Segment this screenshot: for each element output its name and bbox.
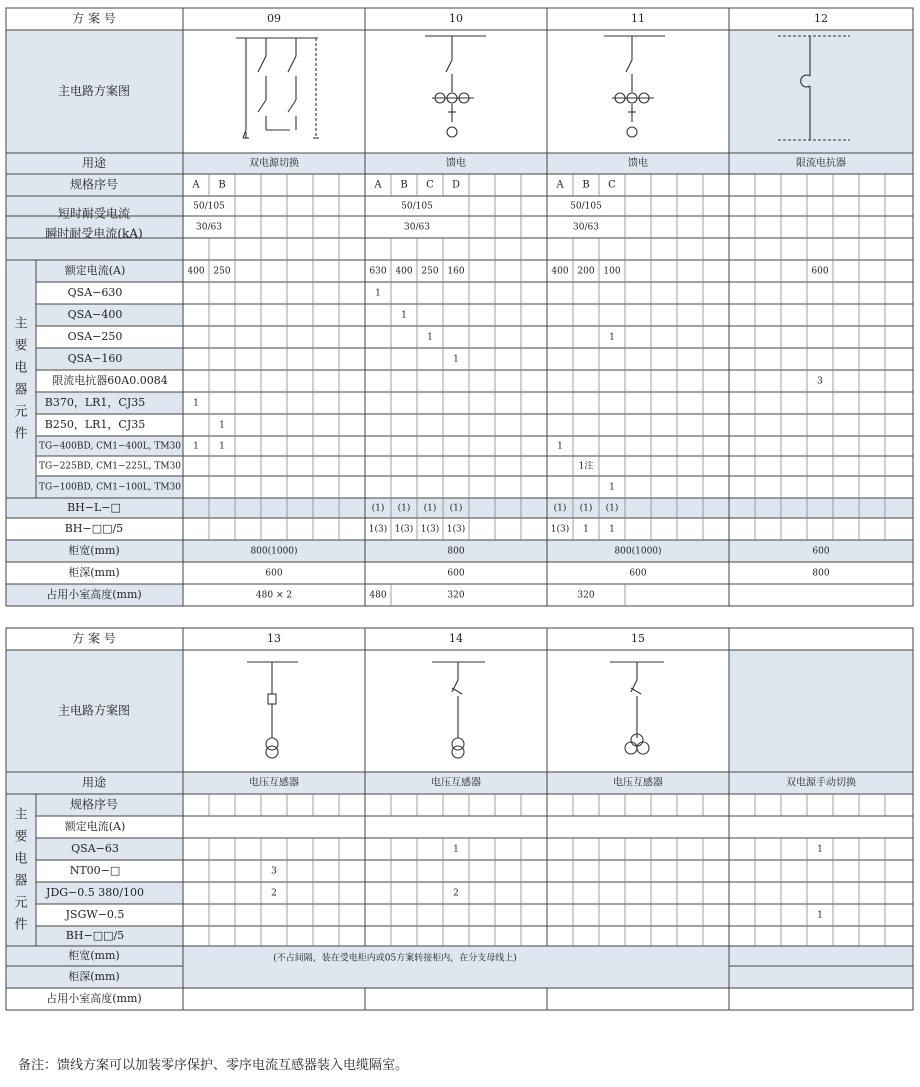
component-label: 限流电抗器60A0.0084 — [52, 374, 168, 387]
depth-value: 600 — [265, 568, 283, 579]
height-label: 占用小室高度(mm) — [46, 992, 142, 1005]
bh5-label: BH−□□/5 — [64, 522, 124, 535]
component-label: TG−225BD, CM1−225L, TM30 — [38, 461, 182, 472]
spec-letter: C — [426, 179, 434, 191]
height-value: 480 — [369, 590, 387, 601]
bh5-qty: 1 — [583, 524, 589, 535]
component-qty: 1 — [193, 441, 199, 452]
footnote: 备注：馈线方案可以加装零序保护、零序电流互感器装入电缆隔室。 — [18, 1058, 409, 1073]
merged-note: (不占间隔，装在受电柜内或05方案转接柜内，在分支母线上) — [273, 953, 517, 964]
bhl-qty: (1) — [423, 503, 437, 514]
component-label: 额定电流(A) — [64, 820, 126, 833]
component-qty: 600 — [811, 266, 829, 277]
component-qty: 1注 — [578, 461, 594, 472]
component-qty: 630 — [369, 266, 387, 277]
main-components-label-char: 主 — [14, 316, 28, 332]
component-qty: 1 — [427, 332, 433, 343]
scheme-label: 方 案 号 — [72, 11, 116, 26]
bh5-qty: 1 — [609, 524, 615, 535]
component-label: OSA−250 — [67, 330, 123, 343]
component-qty: 200 — [577, 266, 595, 277]
spec-label: 规格序号 — [69, 797, 119, 812]
component-label: NT00−□ — [69, 864, 121, 877]
component-qty: 1 — [219, 441, 225, 452]
scheme-label: 方 案 号 — [72, 631, 116, 646]
bh5-qty: 1(3) — [394, 524, 414, 535]
bhl-qty: (1) — [371, 503, 385, 514]
short-current-value: 50/105 — [193, 201, 225, 212]
width-value: 800(1000) — [250, 546, 298, 557]
spec-letter: A — [192, 179, 200, 191]
component-qty: 160 — [447, 266, 465, 277]
component-qty: 1 — [817, 844, 823, 855]
spec-letter: C — [608, 179, 616, 191]
main-components-label-char: 元 — [14, 895, 28, 911]
component-qty: 1 — [401, 310, 407, 321]
bh5-qty: 1(3) — [420, 524, 440, 535]
usage-label: 用途 — [81, 156, 107, 170]
bhl-qty: (1) — [605, 503, 619, 514]
component-qty: 400 — [551, 266, 569, 277]
height-value: 480 × 2 — [255, 590, 293, 601]
peak-current-value: 30/63 — [573, 222, 599, 233]
component-label: 额定电流(A) — [64, 264, 126, 277]
component-qty: 100 — [603, 266, 621, 277]
scheme-number: 14 — [449, 632, 463, 645]
main-components-label-char: 主 — [14, 807, 28, 823]
spec-letter: A — [374, 179, 382, 191]
component-label: TG−400BD, CM1−400L, TM30 — [38, 441, 182, 452]
usage-value: 限流电抗器 — [796, 158, 846, 169]
component-qty: 1 — [219, 420, 225, 431]
component-qty: 1 — [609, 482, 615, 493]
scheme-number: 09 — [267, 12, 281, 25]
component-label: BH−□□/5 — [65, 929, 125, 942]
main-components-label-char: 电 — [14, 360, 28, 376]
spec-letter: A — [556, 179, 564, 191]
bh5-qty: 1(3) — [368, 524, 388, 535]
bhl-qty: (1) — [397, 503, 411, 514]
spec-letter: B — [218, 179, 226, 191]
component-qty: 1 — [193, 398, 199, 409]
usage-value: 电压互感器 — [613, 777, 663, 789]
depth-value: 600 — [629, 568, 647, 579]
bhl-qty: (1) — [553, 503, 567, 514]
main-components-label-char: 件 — [14, 917, 28, 933]
component-label: QSA−630 — [67, 286, 123, 299]
usage-label: 用途 — [81, 775, 107, 790]
component-qty: 1 — [609, 332, 615, 343]
scheme-number: 15 — [631, 632, 645, 645]
main-components-label-char: 元 — [14, 404, 28, 420]
component-qty: 1 — [817, 910, 823, 921]
component-qty: 400 — [395, 266, 413, 277]
scheme-number: 13 — [267, 632, 281, 645]
width-label: 柜宽(mm) — [68, 544, 120, 557]
usage-value: 电压互感器 — [249, 777, 299, 789]
bh5-qty: 1(3) — [550, 524, 570, 535]
component-qty: 3 — [271, 866, 277, 877]
main-components-label-char: 要 — [14, 829, 28, 845]
component-label: QSA−63 — [71, 842, 119, 855]
component-qty: 3 — [817, 376, 823, 387]
depth-value: 800 — [812, 568, 830, 579]
depth-label: 柜深(mm) — [68, 566, 120, 579]
peak-current-value: 30/63 — [196, 222, 222, 233]
spec-label: 规格序号 — [69, 177, 119, 192]
component-label: B250，LR1，CJ35 — [44, 418, 146, 431]
main-components-label-char: 器 — [14, 382, 28, 398]
component-qty: 250 — [421, 266, 439, 277]
scheme-number: 11 — [631, 12, 645, 25]
usage-value: 电压互感器 — [431, 777, 481, 789]
diagram-label: 主电路方案图 — [57, 84, 131, 98]
short-current-value: 50/105 — [401, 201, 433, 212]
bhl-label: BH−L−□ — [67, 501, 121, 514]
depth-label: 柜深(mm) — [68, 970, 120, 983]
height-label: 占用小室高度(mm) — [46, 588, 142, 601]
width-label: 柜宽(mm) — [68, 949, 120, 962]
scheme-number: 12 — [814, 12, 828, 25]
scheme-number: 10 — [449, 12, 463, 25]
usage-value: 双电源手动切换 — [786, 777, 856, 789]
component-label: QSA−400 — [67, 308, 123, 321]
diagram-label: 主电路方案图 — [57, 703, 131, 718]
width-value: 600 — [812, 546, 830, 557]
component-label: JSGW−0.5 — [65, 908, 125, 921]
height-value: 320 — [447, 590, 465, 601]
usage-value: 馈电 — [446, 158, 466, 169]
component-qty: 1 — [375, 288, 381, 299]
bhl-qty: (1) — [579, 503, 593, 514]
component-qty: 2 — [453, 888, 459, 899]
component-qty: 400 — [187, 266, 205, 277]
main-components-label-char: 电 — [14, 851, 28, 867]
peak-current-value: 30/63 — [404, 222, 430, 233]
depth-value: 600 — [447, 568, 465, 579]
main-components-label-char: 器 — [14, 873, 28, 889]
component-qty: 1 — [557, 441, 563, 452]
height-value: 320 — [577, 590, 595, 601]
component-qty: 1 — [453, 844, 459, 855]
width-value: 800 — [447, 546, 465, 557]
component-qty: 2 — [271, 888, 277, 899]
usage-value: 双电源切换 — [249, 158, 299, 169]
component-label: JDG−0.5 380/100 — [46, 886, 144, 899]
component-label: B370，LR1，CJ35 — [44, 396, 146, 409]
component-qty: 250 — [213, 266, 231, 277]
bhl-qty: (1) — [449, 503, 463, 514]
spec-letter: D — [451, 179, 461, 191]
peak-current-label: 瞬时耐受电流(kA) — [45, 226, 143, 241]
spec-letter: B — [582, 179, 590, 191]
bh5-qty: 1(3) — [446, 524, 466, 535]
width-value: 800(1000) — [614, 546, 662, 557]
short-current-value: 50/105 — [570, 201, 602, 212]
main-components-label-char: 要 — [14, 338, 28, 354]
spec-letter: B — [400, 179, 408, 191]
component-label: TG−100BD, CM1−100L, TM30 — [38, 482, 182, 493]
main-components-label-char: 件 — [14, 426, 28, 442]
component-label: QSA−160 — [67, 352, 123, 365]
short-current-label: 短时耐受电流 — [57, 206, 131, 221]
component-qty: 1 — [453, 354, 459, 365]
usage-value: 馈电 — [628, 158, 648, 169]
